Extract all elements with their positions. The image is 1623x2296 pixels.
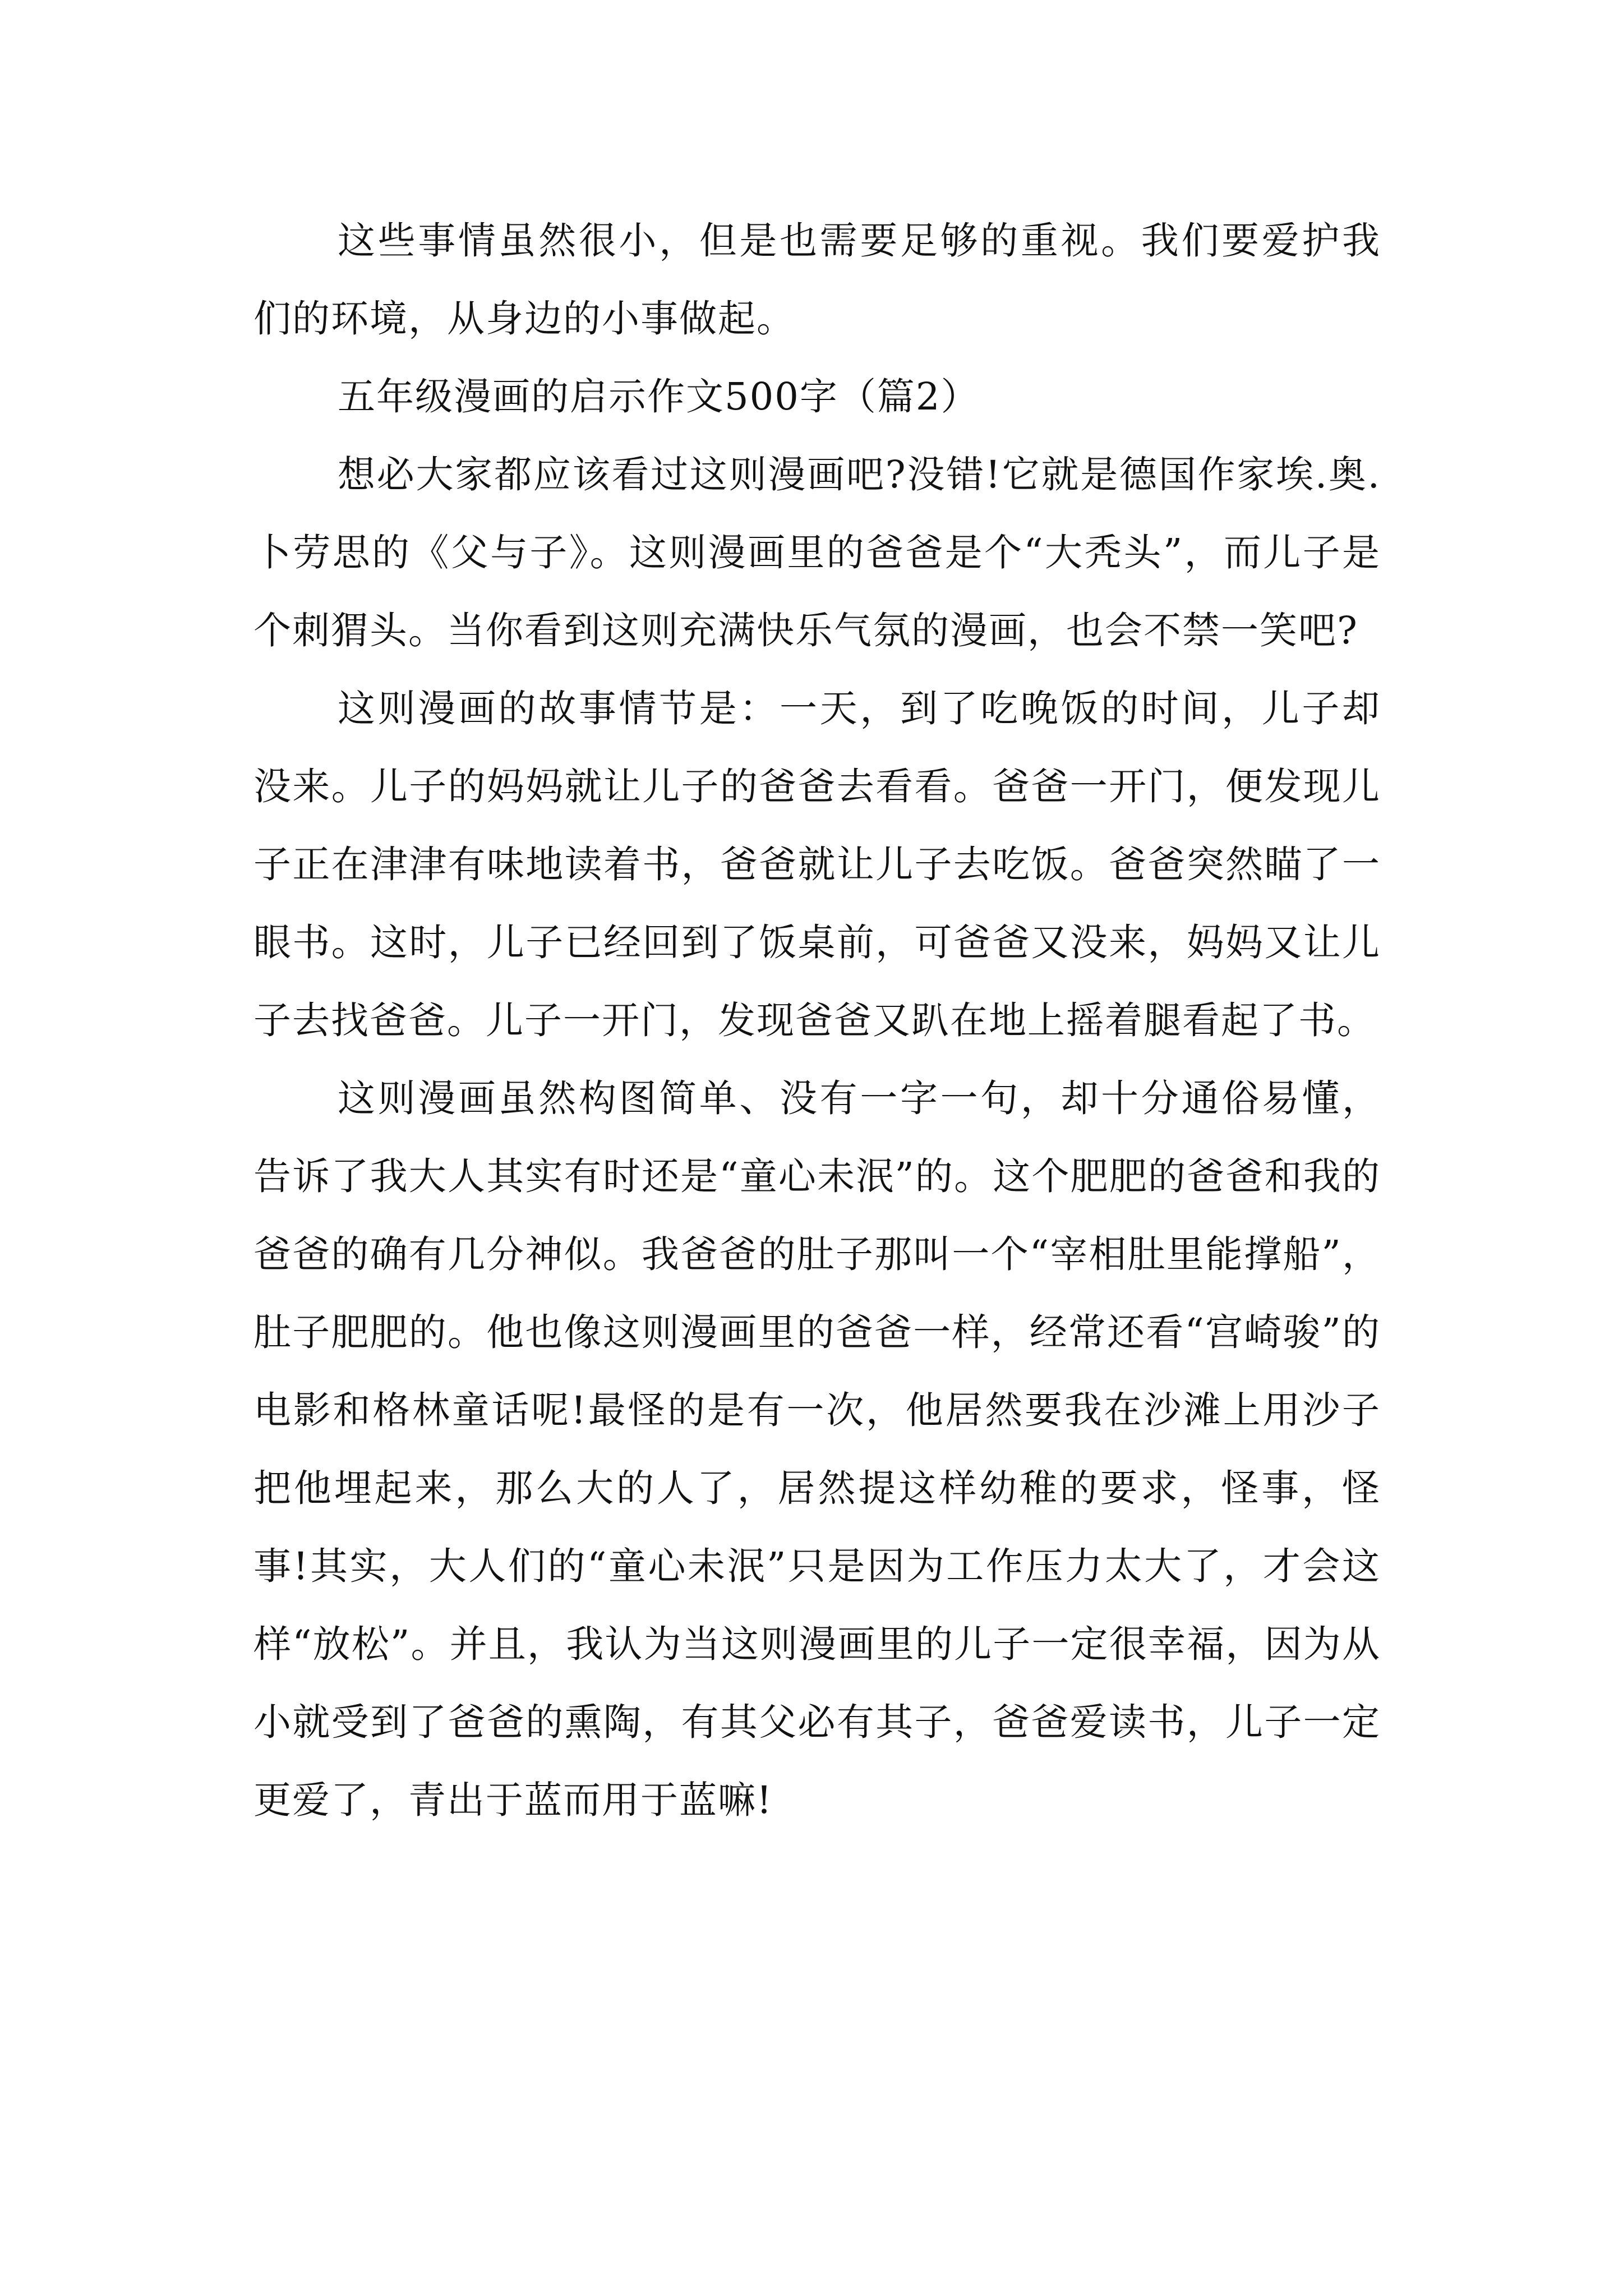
document-body — [253, 202, 1381, 1839]
paragraph-reflection: 这则漫画虽然构图简单、没有一字一句，却十分通俗易懂，告诉了我大人其实有时还是“童心未泯”的。这个肥肥的爸爸和我的爸爸的确有几分神似。我爸爸的肚子那叫一个“宰相肚里能撑船”，肚子肥肥的。他也像这则漫画里的爸爸一样，经常还看“宫崎骏”的电影和格林童话呢!最怪的是有一次，他居然要我在沙滩上用沙子把他埋起来，那么大的人了，居然提这样幼稚的要求，怪事，怪事!其实，大人们的“童心未泯”只是因为工作压力太大了，才会这样“放松”。并且，我认为当这则漫画里的儿子一定很幸福，因为从小就受到了爸爸的熏陶，有其父必有其子，爸爸爱读书，儿子一定更爱了，青出于蓝而用于蓝嘛! — [253, 1076, 1381, 1822]
paragraph-story: 这则漫画的故事情节是：一天，到了吃晚饭的时间，儿子却没来。儿子的妈妈就让儿子的爸爸去看看。爸爸一开门，便发现儿子正在津津有味地读着书，爸爸就让儿子去吃饭。爸爸突然瞄了一眼书。这时，儿子已经回到了饭桌前，可爸爸又没来，妈妈又让儿子去找爸爸。儿子一开门，发现爸爸又趴在地上摇着腿看起了书。 — [253, 687, 1381, 1042]
paragraph-closing-remark: 这些事情虽然很小，但是也需要足够的重视。我们要爱护我们的环境，从身边的小事做起。 — [253, 219, 1381, 341]
paragraph-intro: 想必大家都应该看过这则漫画吧?没错!它就是德国作家埃.奥.卜劳思的《父与子》。这则漫画里的爸爸是个“大秃头”，而儿子是个刺猬头。当你看到这则充满快乐气氛的漫画，也会不禁一笑吧? — [253, 453, 1381, 652]
essay-heading: 五年级漫画的启示作文500字（篇2） — [338, 375, 980, 418]
